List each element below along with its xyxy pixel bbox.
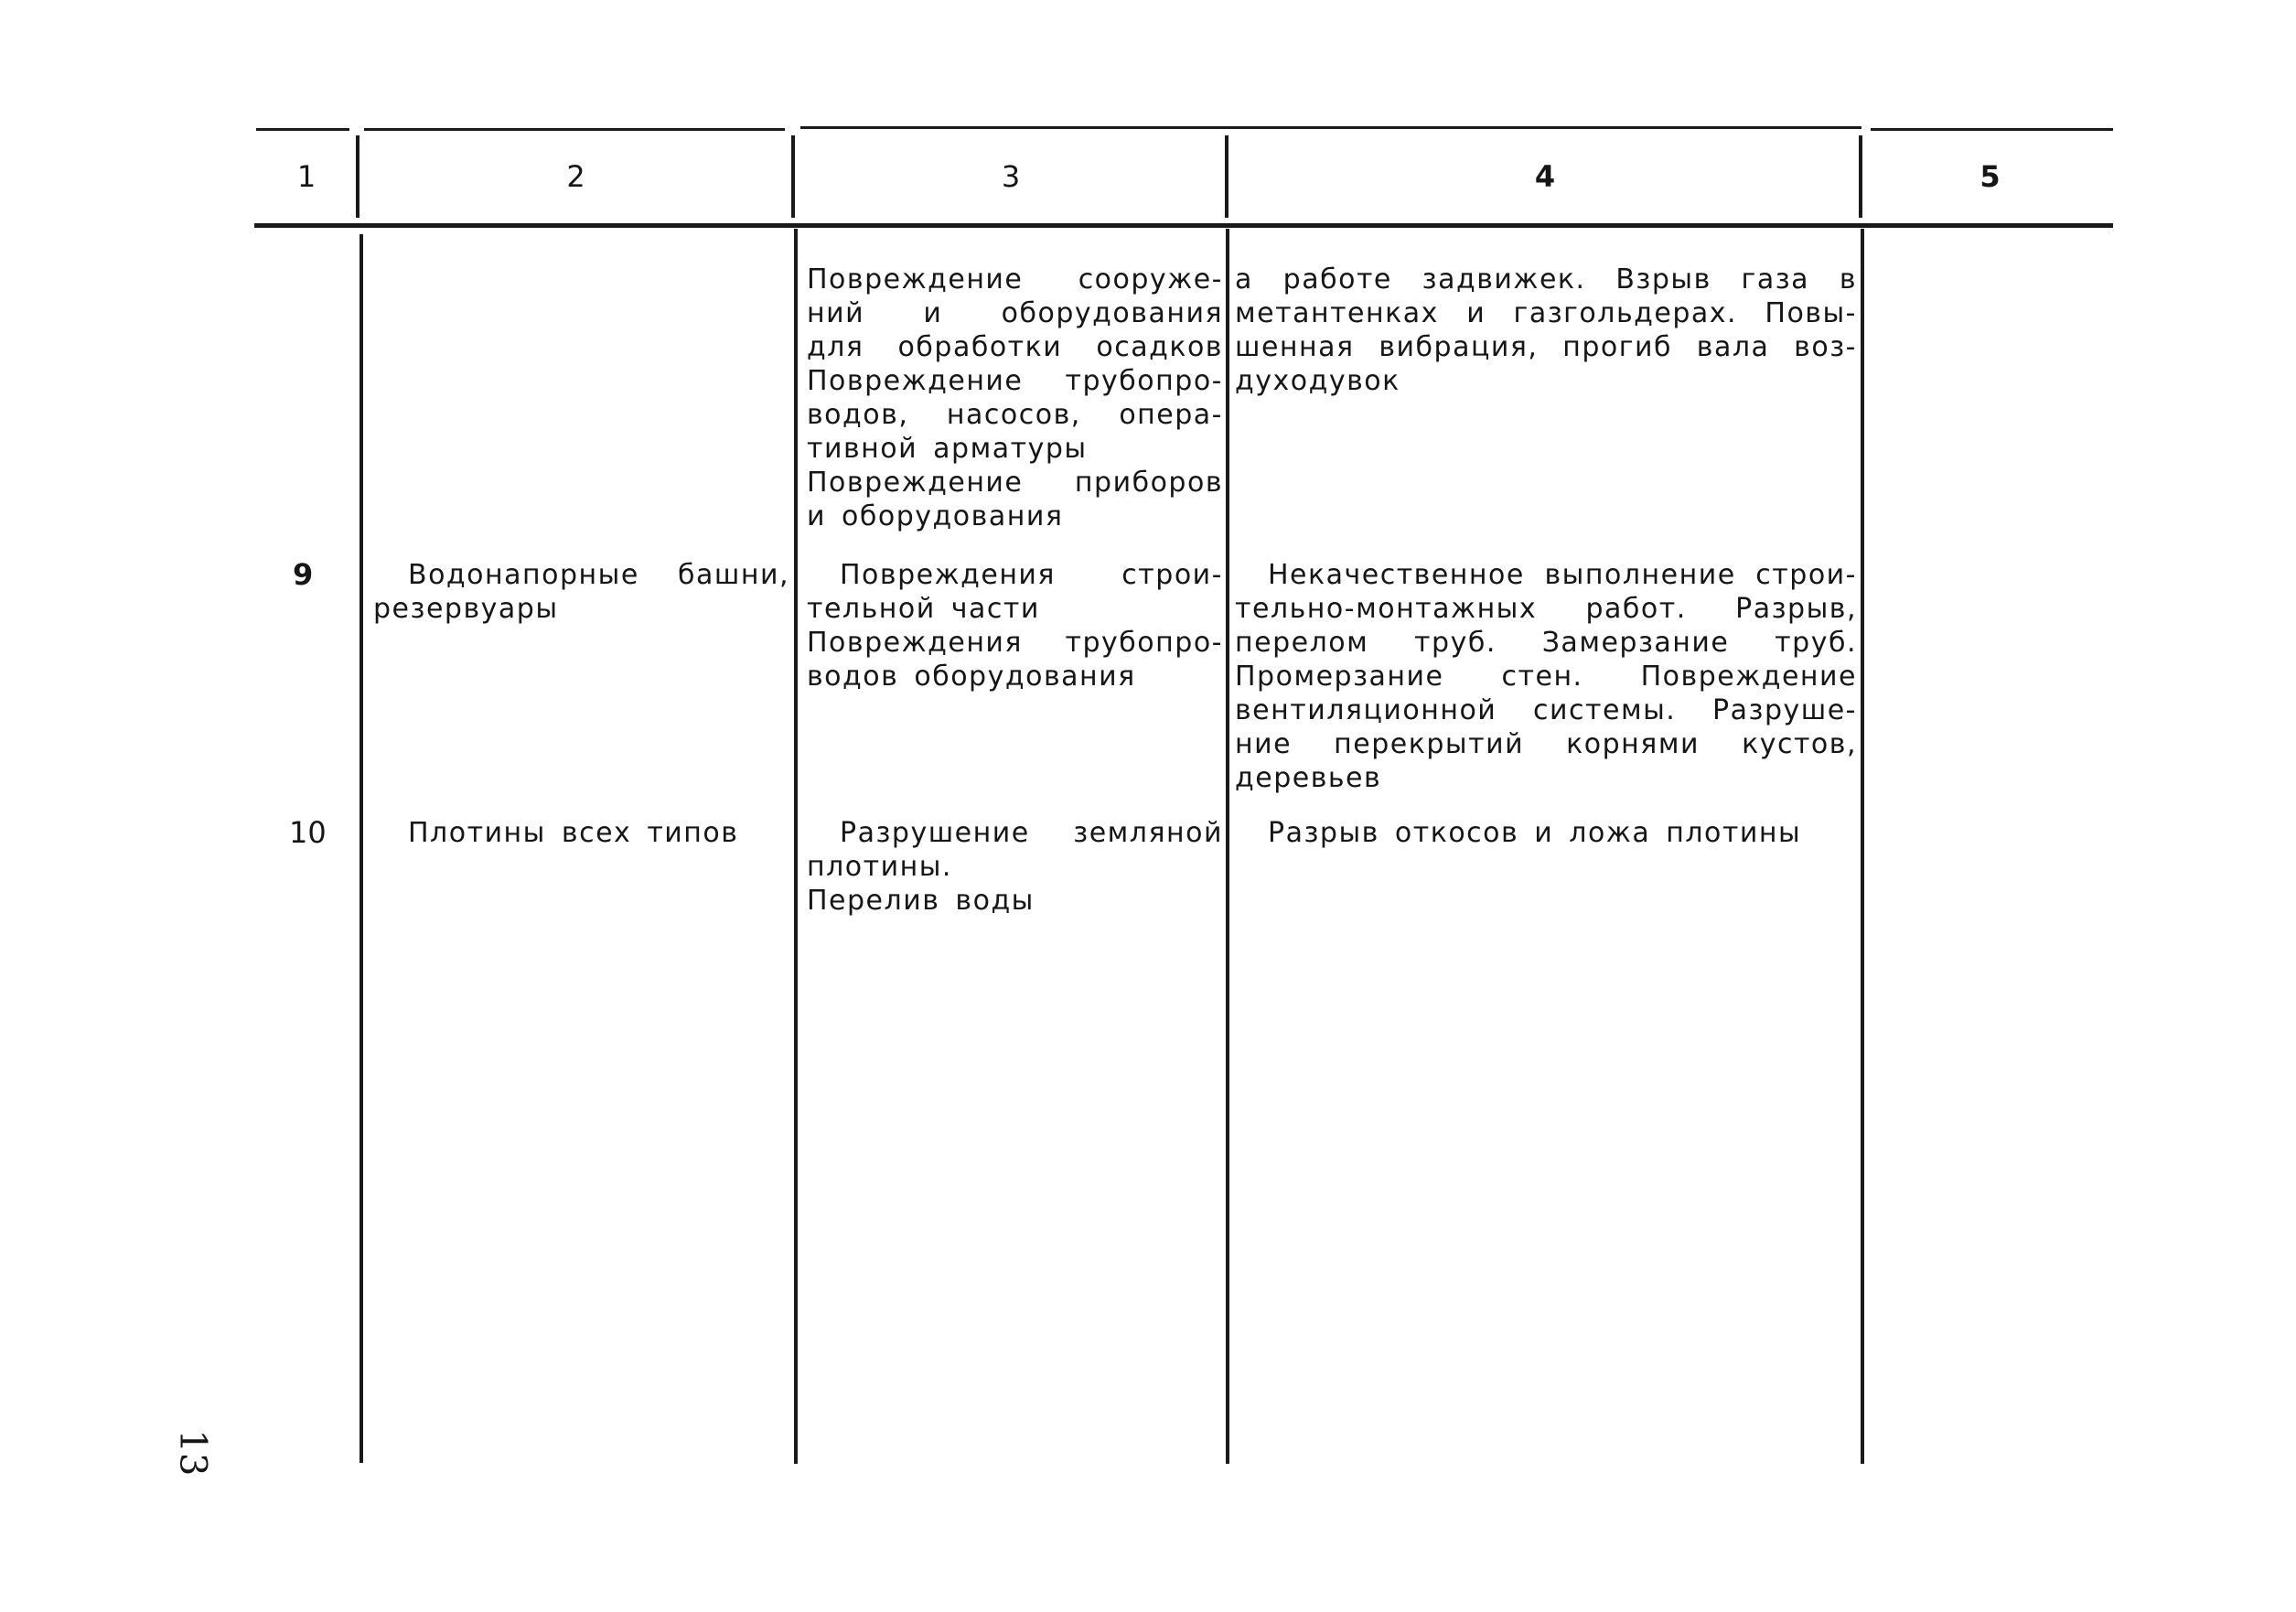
page-number: 13 [171,1429,214,1477]
column-divider [1861,229,1864,1464]
text-line: Повреждения трубопро- [807,627,1223,659]
text-line: Разрыв откосов и ложа плотины [1268,817,1802,849]
text-line: тивной арматуры [807,433,1088,465]
text-line: Некачественное выполнение строи- [1268,559,1857,591]
row-number: 9 [293,557,314,592]
header-col-2: 2 [566,159,585,194]
text-line: шенная вибрация, прогиб вала воз- [1235,331,1857,363]
header-col-5: 5 [1979,159,2001,194]
damage-cell [807,558,1223,693]
header-rule [254,223,2113,228]
text-line: ние перекрытий корнями кустов, [1235,728,1857,760]
text-line: Водонапорные башни, [408,559,789,591]
text-line: водов, насосов, опера- [807,399,1223,431]
column-divider [794,229,798,1464]
cause-cell [1235,263,1857,398]
text-line: для обработки осадков [807,331,1223,363]
column-divider [1226,229,1229,1464]
top-rule [1871,128,2113,131]
text-line: а работе задвижек. Взрыв газа в [1235,263,1857,296]
header-col-4: 4 [1534,159,1556,194]
text-line: резервуары [373,593,559,625]
top-rule [800,126,1861,129]
text-line: Промерзание стен. Повреждение [1235,661,1857,693]
object-cell [373,816,789,850]
column-divider [359,234,363,1463]
text-line: Перелив воды [807,885,1035,917]
text-line: Повреждение приборов [807,467,1223,499]
damage-cell [807,816,1223,918]
header-col-3: 3 [1001,159,1021,194]
text-line: ний и оборудования [807,297,1223,329]
top-rule [364,128,785,131]
text-line: вентиляционной системы. Разруше- [1235,694,1857,726]
text-line: перелом труб. Замерзание труб. [1235,627,1857,659]
top-rule [256,128,349,131]
text-line: духодувок [1235,365,1400,397]
text-line: деревьев [1235,762,1382,794]
text-line: и оборудования [807,500,1064,532]
damage-cell [807,263,1223,533]
object-cell [373,558,789,626]
text-line: тельной части [807,593,1040,625]
text-line: Повреждение трубопро- [807,365,1223,397]
text-line: Разрушение земляной [840,817,1223,849]
text-line: тельно-монтажных работ. Разрыв, [1235,593,1857,625]
text-line: плотины. [807,851,952,883]
text-line: Повреждения строи- [840,559,1223,591]
header-col-1: 1 [296,159,317,194]
row-number: 10 [289,815,327,850]
cause-cell [1235,558,1857,795]
text-line: Плотины всех типов [408,817,739,849]
text-line: водов оборудования [807,661,1136,693]
text-line: метантенках и газгольдерах. Повы- [1235,297,1857,329]
text-line: Повреждение сооруже- [807,263,1223,296]
cause-cell [1235,816,1857,850]
